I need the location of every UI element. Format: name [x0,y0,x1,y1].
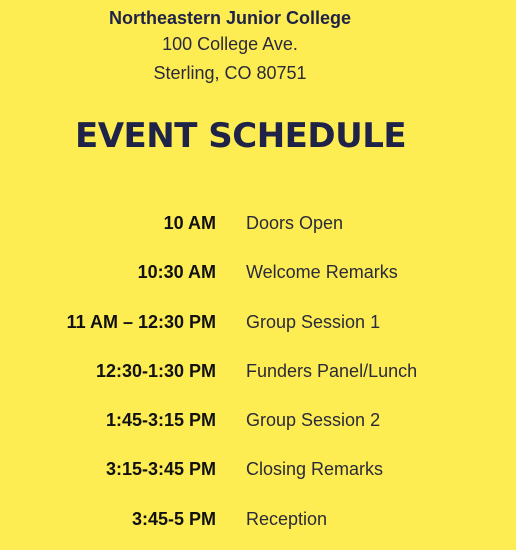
schedule-event: Group Session 1 [246,311,381,332]
schedule-row [0,346,516,395]
schedule-row [0,297,516,346]
schedule-row [0,444,516,493]
schedule-time: 3:45-5 PM [131,508,216,529]
organization-name: Northeastern Junior College [108,8,352,28]
schedule-row [0,494,516,543]
schedule-time: 3:15-3:45 PM [105,459,216,480]
page-title: EVENT SCHEDULE [75,116,407,156]
header [0,6,460,88]
schedule-event: Funders Panel/Lunch [246,360,418,381]
address-line-2: Sterling, CO 80751 [153,63,307,83]
schedule-event: Doors Open [246,213,344,233]
schedule-row [0,198,516,247]
schedule-event: Welcome Remarks [246,262,398,283]
schedule-list [0,198,516,543]
schedule-event: Group Session 2 [246,410,381,431]
schedule-time: 11 AM – 12:30 PM [66,311,216,332]
schedule-row [0,247,516,296]
schedule-time: 10:30 AM [137,262,216,283]
schedule-event: Reception [246,508,328,529]
schedule-event: Closing Remarks [246,459,384,480]
schedule-time: 1:45-3:15 PM [105,410,216,431]
schedule-time: 12:30-1:30 PM [95,360,216,381]
schedule-row [0,395,516,444]
schedule-time: 10 AM [163,213,216,233]
address-line-1: 100 College Ave. [162,34,298,54]
